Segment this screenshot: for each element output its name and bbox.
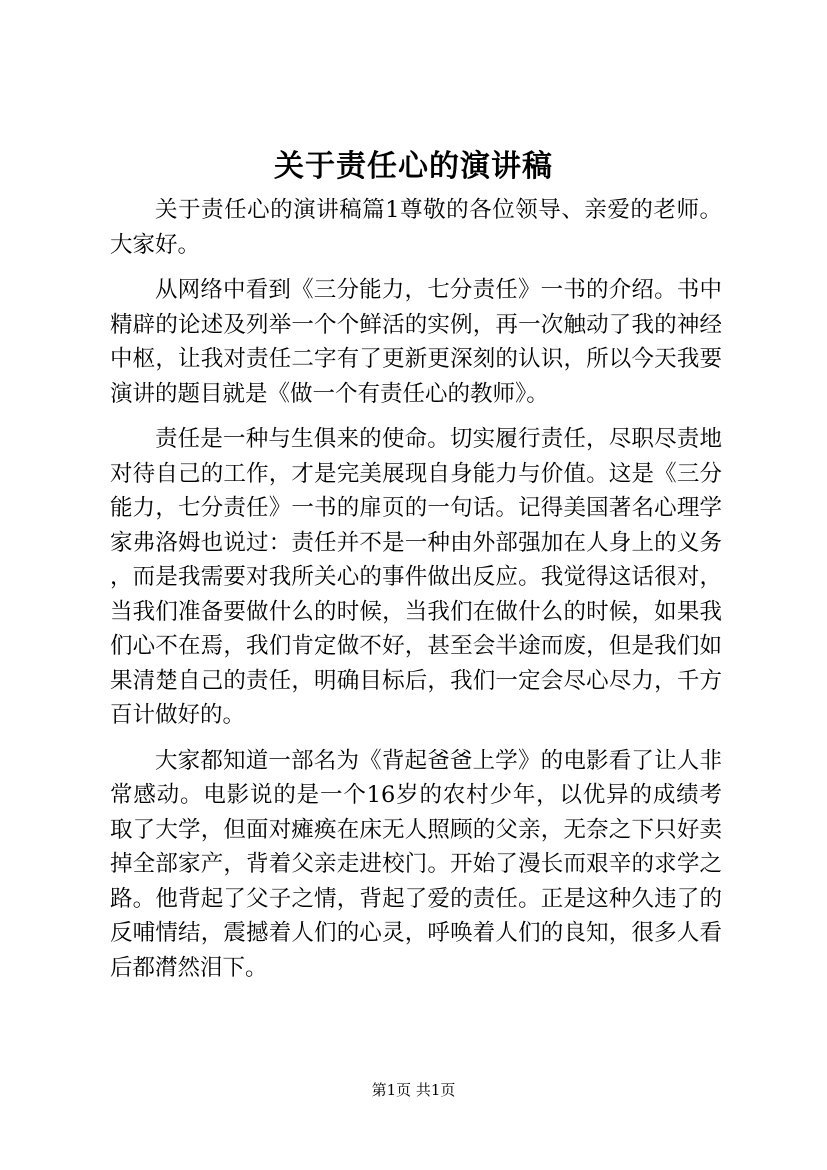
paragraph-2: 从网络中看到《三分能力，七分责任》一书的介绍。书中精辟的论述及列举一个个鲜活的实例，再一次触动了我的神经中枢，让我对责任二字有了更新更深刻的认识，所以今天我要演讲的题目就是《做一个有责任心的教师》。 — [110, 277, 722, 407]
paragraph-3: 责任是一种与生俱来的使命。切实履行责任，尽职尽责地对待自己的工作，才是完美展现自身能力与价值。这是《三分能力，七分责任》一书的扉页的一句话。记得美国著名心理学家弗洛姆也说过：责任并不是一种由外部强加在人身上的义务，而是我需要对我所关心的事件做出反应。我觉得这话很对，当我们准备要做什么的时候，当我们在做什么的时候，如果我们心不在焉，我们肯定做不好，甚至会半途而废，但是我们如果清楚自己的责任，明确目标后，我们一定会尽心尽力，千方百计做好的。 — [110, 426, 722, 728]
page-title: 关于责任心的演讲稿 — [274, 149, 553, 184]
paragraph-1: 关于责任心的演讲稿篇1尊敬的各位领导、亲爱的老师。大家好。 — [110, 197, 722, 258]
document-body — [110, 193, 722, 996]
page-footer: 第1页 共1页 — [371, 1081, 456, 1099]
paragraph-4: 大家都知道一部名为《背起爸爸上学》的电影看了让人非常感动。电影说的是一个16岁的农村少年，以优异的成绩考取了大学，但面对瘫痪在床无人照顾的父亲，无奈之下只好卖掉全部家产，背着父亲走进校门。开始了漫长而艰辛的求学之路。他背起了父子之情，背起了爱的责任。正是这种久违了的反哺情结，震撼着人们的心灵，呼唤着人们的良知，很多人看后都潸然泪下。 — [110, 747, 722, 981]
